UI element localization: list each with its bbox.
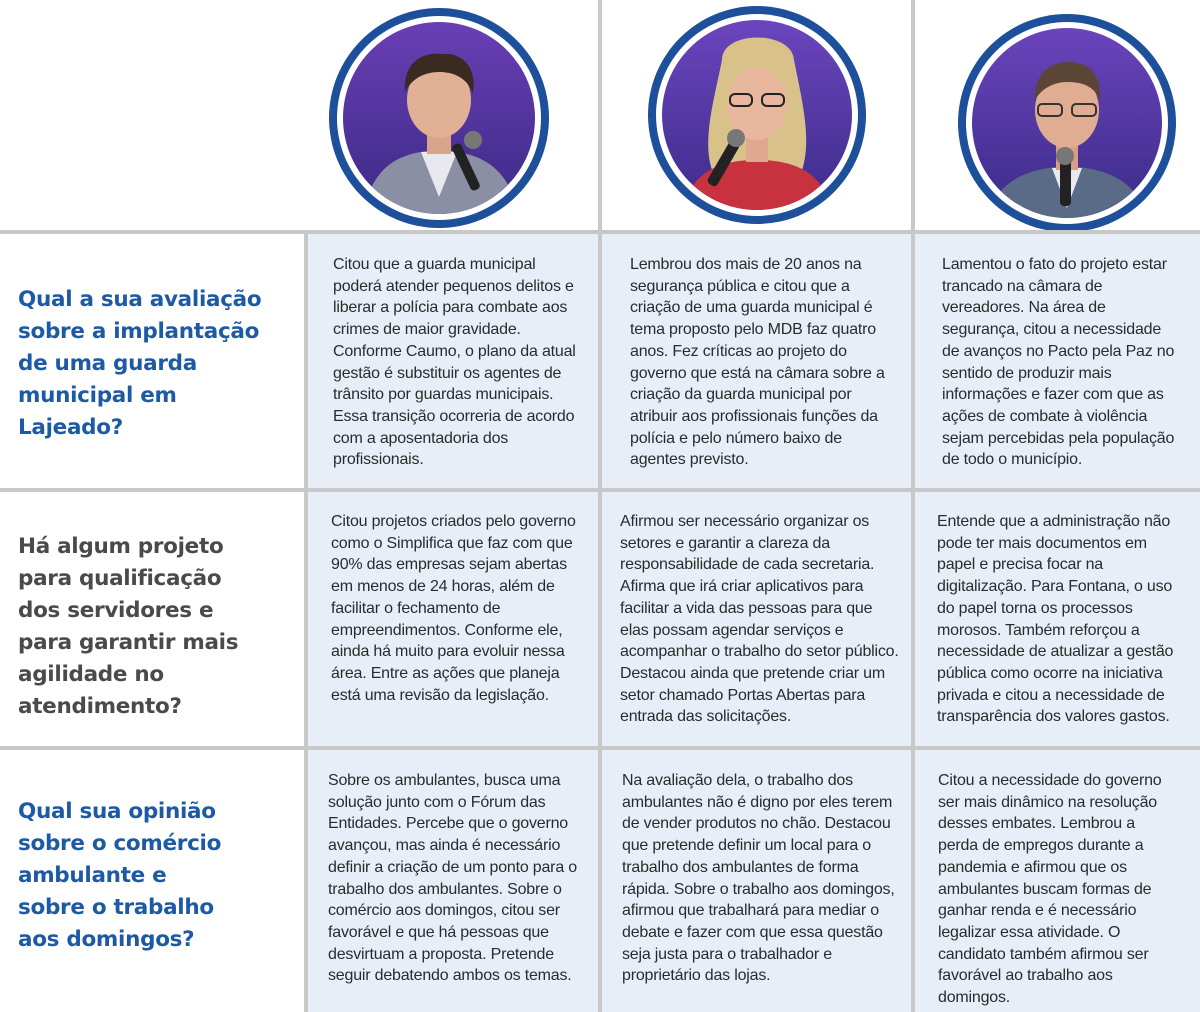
candidate-2-photo [662,20,852,210]
answer-3-candidate-2: Na avaliação dela, o trabalho dos ambulantes não é digno por eles terem de vender produtos no chão. Destacou que pretende definir um local para o trabalho dos ambulantes de forma rápida. Sobre o trabalho aos domingos, afirmou que trabalhará para mediar o debate e fazer com que essa questão seja justa para o trabalhador e proprietário das lojas. [622,772,895,985]
answer-2-candidate-3: Entende que a administração não pode ter mais documentos em papel e precisa focar na digitalização. Para Fontana, o uso do papel torna os processos morosos. Também reforçou a necessidade de atualizar a gestão pública como ocorre na iniciativa privada e citou a necessidade de transparência dos valores gastos. [937,513,1174,726]
candidate-1-photo [343,22,535,214]
answer-1-candidate-3: Lamentou o fato do projeto estar trancado na câmara de vereadores. Na área de segurança, citou a necessidade de avanços no Pacto pela Paz no sentido de produzir mais informações e fazer com que as ações de combate à violência sejam percebidas pela população de todo o município. [942,256,1175,469]
answer-3-candidate-1: Sobre os ambulantes, busca uma solução junto com o Fórum das Entidades. Percebe que o governo avançou, mas ainda é necessário definir a criação de um ponto para o trabalho dos ambulantes. Sobre o comércio aos domingos, citou ser favorável e que há pessoas que desvirtuam a proposta. Pretende seguir debatendo ambos os temas. [328,772,577,985]
answer-1-candidate-2: Lembrou dos mais de 20 anos na segurança pública e citou que a criação de uma guarda municipal é tema proposto pelo MDB faz quatro anos. Fez críticas ao projeto do governo que está na câmara sobre a criação da guarda municipal por atribuir aos profissionais funções da polícia e pelo número baixo de agentes previsto. [630,256,885,469]
candidate-3-photo-ring [958,14,1176,232]
column-divider [911,0,915,1012]
answer-2-candidate-1: Citou projetos criados pelo governo como o Simplifica que faz com que 90% das empresas sejam abertas em menos de 24 horas, além de facilitar o fechamento de empreendimentos. Conforme ele, ainda há muito para evoluir nessa área. Entre as ações que planeja está uma revisão da legislação. [331,513,576,704]
candidate-3-photo [972,28,1162,218]
candidate-2-photo-ring [648,6,866,224]
column-divider [598,0,602,1012]
candidate-1-photo-ring [329,8,549,228]
question-3: Qual sua opinião sobre o comércio ambulante e sobre o trabalho aos domingos? [18,799,222,952]
answer-3-candidate-3: Citou a necessidade do governo ser mais dinâmico na resolução desses embates. Lembrou a perda de empregos durante a pandemia e afirmou que os ambulantes buscam formas de ganhar renda e é necessário legalizar essa atividade. O candidato também afirmou ser favorável ao trabalho aos domingos. [938,772,1162,1007]
question-1: Qual a sua avaliação sobre a implantação de uma guarda municipal em Lajeado? [18,287,262,440]
column-divider [304,230,308,1012]
answer-2-candidate-2: Afirmou ser necessário organizar os setores e garantir a clareza da responsabilidade de cada secretaria. Afirma que irá criar aplicativos para facilitar a vida das pessoas para que elas possam agendar serviços e acompanhar o trabalho do setor público. Destacou ainda que pretende criar um setor chamado Portas Abertas para entrada das solicitações. [620,513,899,726]
answer-1-candidate-1: Citou que a guarda municipal poderá atender pequenos delitos e liberar a polícia para combate aos crimes de maior gravidade. Conforme Caumo, o plano da atual gestão é substituir os agentes de trânsito por guardas municipais. Essa transição ocorreria de acordo com a aposentadoria dos profissionais. [333,256,576,469]
question-2: Há algum projeto para qualificação dos servidores e para garantir mais agilidade no atendimento? [18,534,239,719]
